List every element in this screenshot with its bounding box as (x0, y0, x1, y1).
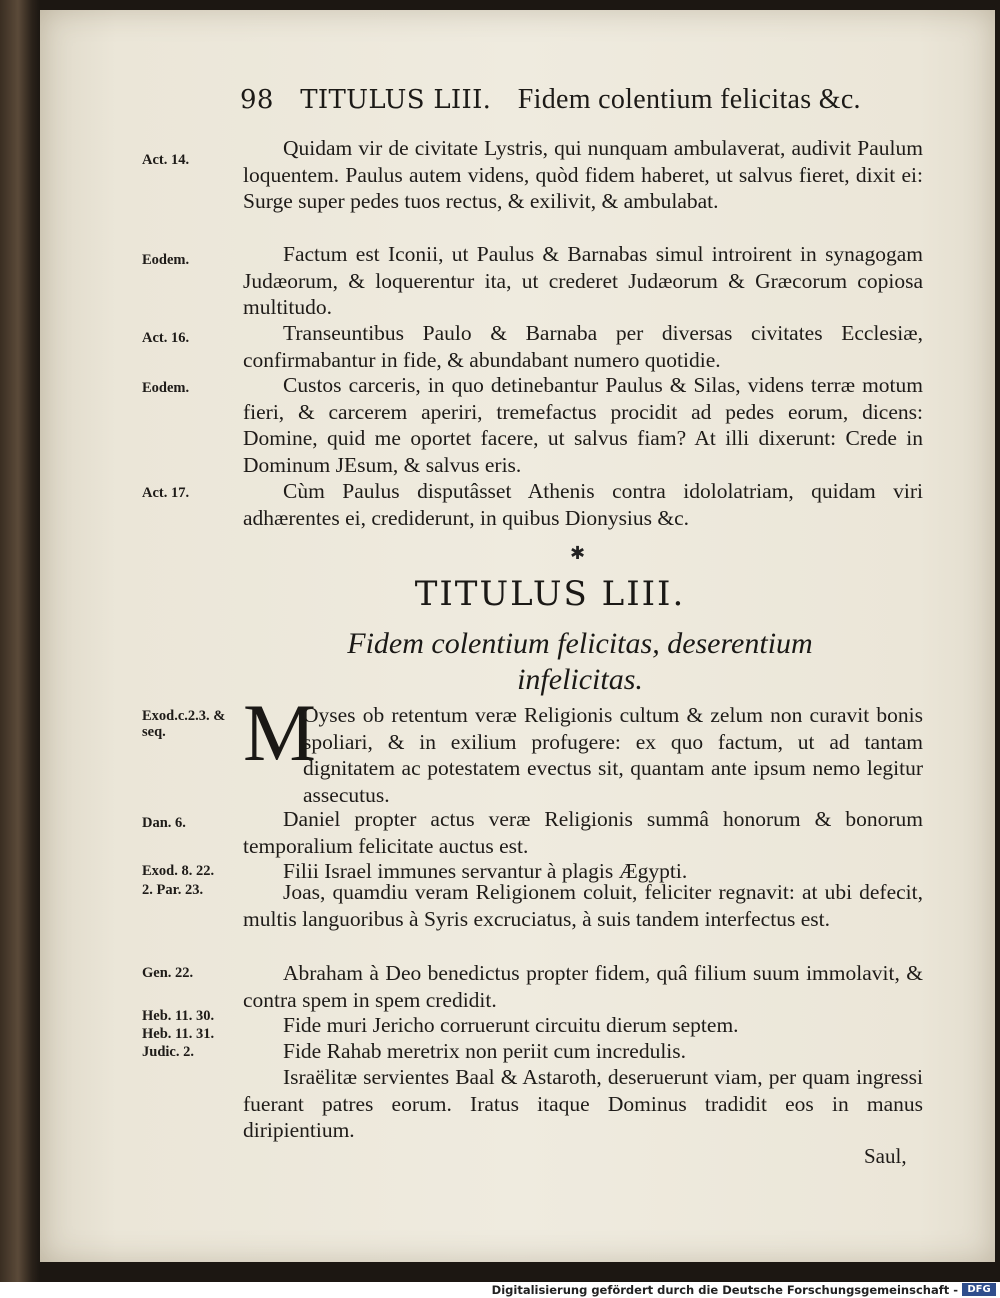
margin-ref: Exod.c.2.3. & seq. (142, 708, 226, 740)
paragraph: Israëlitæ servientes Baal & Astaroth, deseruerunt viam, per quam ingressi fuerant patres eorum. Iratus itaque Dominus tradidit eos in manus diripientium. (243, 1065, 923, 1142)
paragraph: Abraham à Deo benedictus propter fidem, quâ filium suum immolavit, & contra spem in spem credidit. (243, 961, 923, 1012)
running-head (240, 84, 879, 116)
section-title: TITULUS LIII. (414, 574, 686, 614)
margin-ref: Heb. 11. 30. (142, 1008, 215, 1024)
paragraph-text: Oyses ob retentum veræ Religionis cultum & zelum non curavit bonis spoliari, & in exilium profugere: ex quo factum, ut ad tantam dignitatem ac potestatem evectus sit, quantam ante ipsum nemo legitur assecutus. (303, 703, 923, 807)
funding-credit: Digitalisierung gefördert durch die Deutsche Forschungsgemeinschaft - (491, 1283, 958, 1297)
paragraph: Fide muri Jericho corruerunt circuitu dierum septem. (283, 1013, 739, 1037)
margin-ref: Act. 16. (142, 330, 190, 346)
paragraph: Fide Rahab meretrix non periit cum incredulis. (283, 1039, 687, 1063)
margin-ref: Act. 17. (142, 485, 190, 501)
paragraph: Joas, quamdiu veram Religionem coluit, feliciter regnavit: at ubi defecit, multis languoribus à Syris excruciatus, à suis tandem interfectus est. (243, 880, 923, 931)
margin-ref: Exod. 8. 22. (142, 863, 215, 879)
margin-ref: Eodem. (142, 380, 190, 396)
page-number: 98 (240, 85, 274, 115)
paragraph: Transeuntibus Paulo & Barnaba per diversas civitates Ecclesiæ, confirmabantur in fide, & abundabant numero quotidie. (243, 321, 923, 372)
running-title: TITULUS LIII. (300, 85, 492, 115)
paragraph: Quidam vir de civitate Lystris, qui nunquam ambulaverat, audivit Paulum loquentem. Paulus autem videns, quòd fidem haberet, ut salvus fieret, dixit ei: Surge super pedes tuos rectus, & exilivit, & ambulabat. (243, 136, 923, 213)
dfg-logo[interactable]: DFG (962, 1283, 996, 1296)
catchword: Saul, (864, 1144, 907, 1168)
ornament-icon: ✱ (570, 543, 586, 564)
footer-bar (0, 1282, 1000, 1298)
margin-ref: Act. 14. (142, 152, 190, 168)
paragraph: Cùm Paulus disputâsset Athenis contra idololatriam, quidam viri adhærentes ei, crediderunt, in quibus Dionysius &c. (243, 479, 923, 530)
drop-cap: M (243, 687, 316, 778)
margin-ref: Dan. 6. (142, 815, 186, 831)
margin-ref: Eodem. (142, 252, 190, 268)
paragraph: Factum est Iconii, ut Paulus & Barnabas simul introirent in synagogam Judæorum, & loquerentur ita, ut crederet Judæorum & Græcorum copiosa multitudo. (243, 242, 923, 319)
paragraph: Filii Israel immunes servantur à plagis Ægypti. (283, 859, 688, 883)
margin-ref: Judic. 2. (142, 1044, 194, 1060)
paragraph (243, 702, 923, 808)
margin-ref: Heb. 11. 31. (142, 1026, 215, 1042)
running-subject: Fidem colentium felicitas &c. (517, 84, 861, 115)
margin-ref: Gen. 22. (142, 965, 194, 981)
paragraph: Daniel propter actus veræ Religionis summâ honorum & bonorum temporalium felicitate auctus est. (243, 807, 923, 858)
paragraph: Custos carceris, in quo detinebantur Paulus & Silas, videns terræ motum fieri, & carcerem aperiri, tremefactus procidit ad pedes eorum, dicens: Domine, quid me oportet facere, ut salvus fiam? At illi dixerunt: Crede in Dominum JEsum, & salvus eris. (243, 373, 923, 477)
section-subtitle: Fidem colentium felicitas, deserentium infelicitas. (347, 627, 813, 696)
margin-ref: 2. Par. 23. (142, 882, 204, 898)
